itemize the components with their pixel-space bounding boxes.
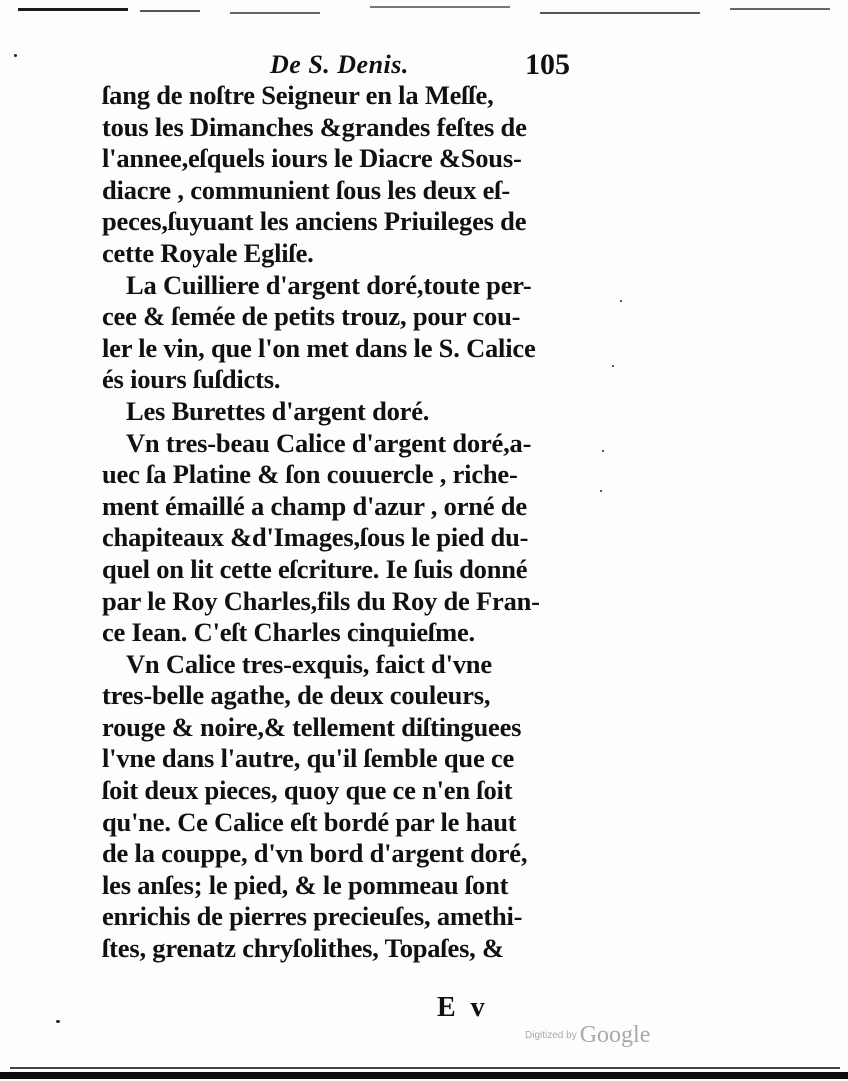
- running-head: De S. Denis.: [270, 50, 409, 79]
- text-line: Vn tres-beau Calice d'argent doré,a-: [126, 427, 532, 458]
- text-line: cette Royale Egliſe.: [102, 237, 314, 268]
- text-line: les anſes; le pied, & le pommeau ſont: [102, 869, 509, 900]
- text-line: tous les Dimanches &grandes feſtes de: [102, 111, 527, 142]
- text-line: de la couppe, d'vn bord d'argent doré,: [102, 838, 528, 869]
- text-line: ſang de noſtre Seigneur en la Meſſe,: [102, 80, 494, 110]
- scan-speck: [612, 365, 614, 367]
- text-line: Les Burettes d'argent doré.: [126, 395, 430, 426]
- text-line: ler le vin, que l'on met dans le S. Calice: [102, 332, 536, 363]
- scan-speck: [14, 54, 17, 57]
- text-line: Vn Calice tres-exquis, faict d'vne: [126, 648, 492, 679]
- digitization-watermark: [525, 1022, 650, 1049]
- text-line: rouge & noire,& tellement diſtinguees: [102, 711, 522, 742]
- text-line: tres-belle agathe, de deux couleurs,: [102, 680, 491, 711]
- scan-edge-bottom: [0, 1063, 848, 1081]
- text-line: ſoit deux pieces, quoy que ce n'en ſoit: [102, 775, 513, 806]
- scan-edge-top: [0, 0, 848, 22]
- text-line: l'annee,eſquels iours le Diacre &Sous-: [102, 143, 522, 174]
- text-line: chapiteaux &d'Images,ſous le pied du-: [102, 522, 529, 553]
- text-line: enrichis de pierres precieuſes, amethi-: [102, 901, 523, 932]
- text-line: diacre , communient ſous les deux eſ-: [102, 174, 510, 205]
- page-number: 105: [525, 48, 570, 81]
- text-line: ment émaillé a champ d'azur , orné de: [102, 490, 527, 521]
- scan-speck: [56, 1020, 60, 1023]
- text-line: quel on lit cette eſcriture. Ie ſuis donné: [102, 553, 528, 584]
- text-line: par le Roy Charles,fils du Roy de Fran-: [102, 585, 540, 616]
- text-line: ſtes, grenatz chryſolithes, Topaſes, &: [102, 933, 504, 964]
- watermark-prefix: Digitized by: [525, 1030, 577, 1041]
- text-line: peces,ſuyuant les anciens Priuileges de: [102, 206, 527, 237]
- text-line: La Cuilliere d'argent doré,toute per-: [126, 269, 532, 300]
- text-line: l'vne dans l'autre, qu'il ſemble que ce: [102, 743, 515, 774]
- watermark-brand: Google: [579, 1022, 651, 1048]
- scan-speck: [600, 490, 602, 492]
- text-line: qu'ne. Ce Calice eſt bordé par le haut: [102, 806, 517, 837]
- text-line: ce Iean. C'eſt Charles cinquieſme.: [102, 617, 475, 648]
- scan-speck: [620, 300, 622, 302]
- signature-mark: E v: [437, 992, 489, 1023]
- text-line: és iours ſuſdicts.: [102, 364, 281, 395]
- body-text: [102, 80, 572, 965]
- scan-speck: [602, 450, 604, 452]
- text-line: cee & ſemée de petits trouz, pour cou-: [102, 301, 521, 332]
- text-line: uec ſa Platine & ſon couuercle , riche-: [102, 459, 518, 490]
